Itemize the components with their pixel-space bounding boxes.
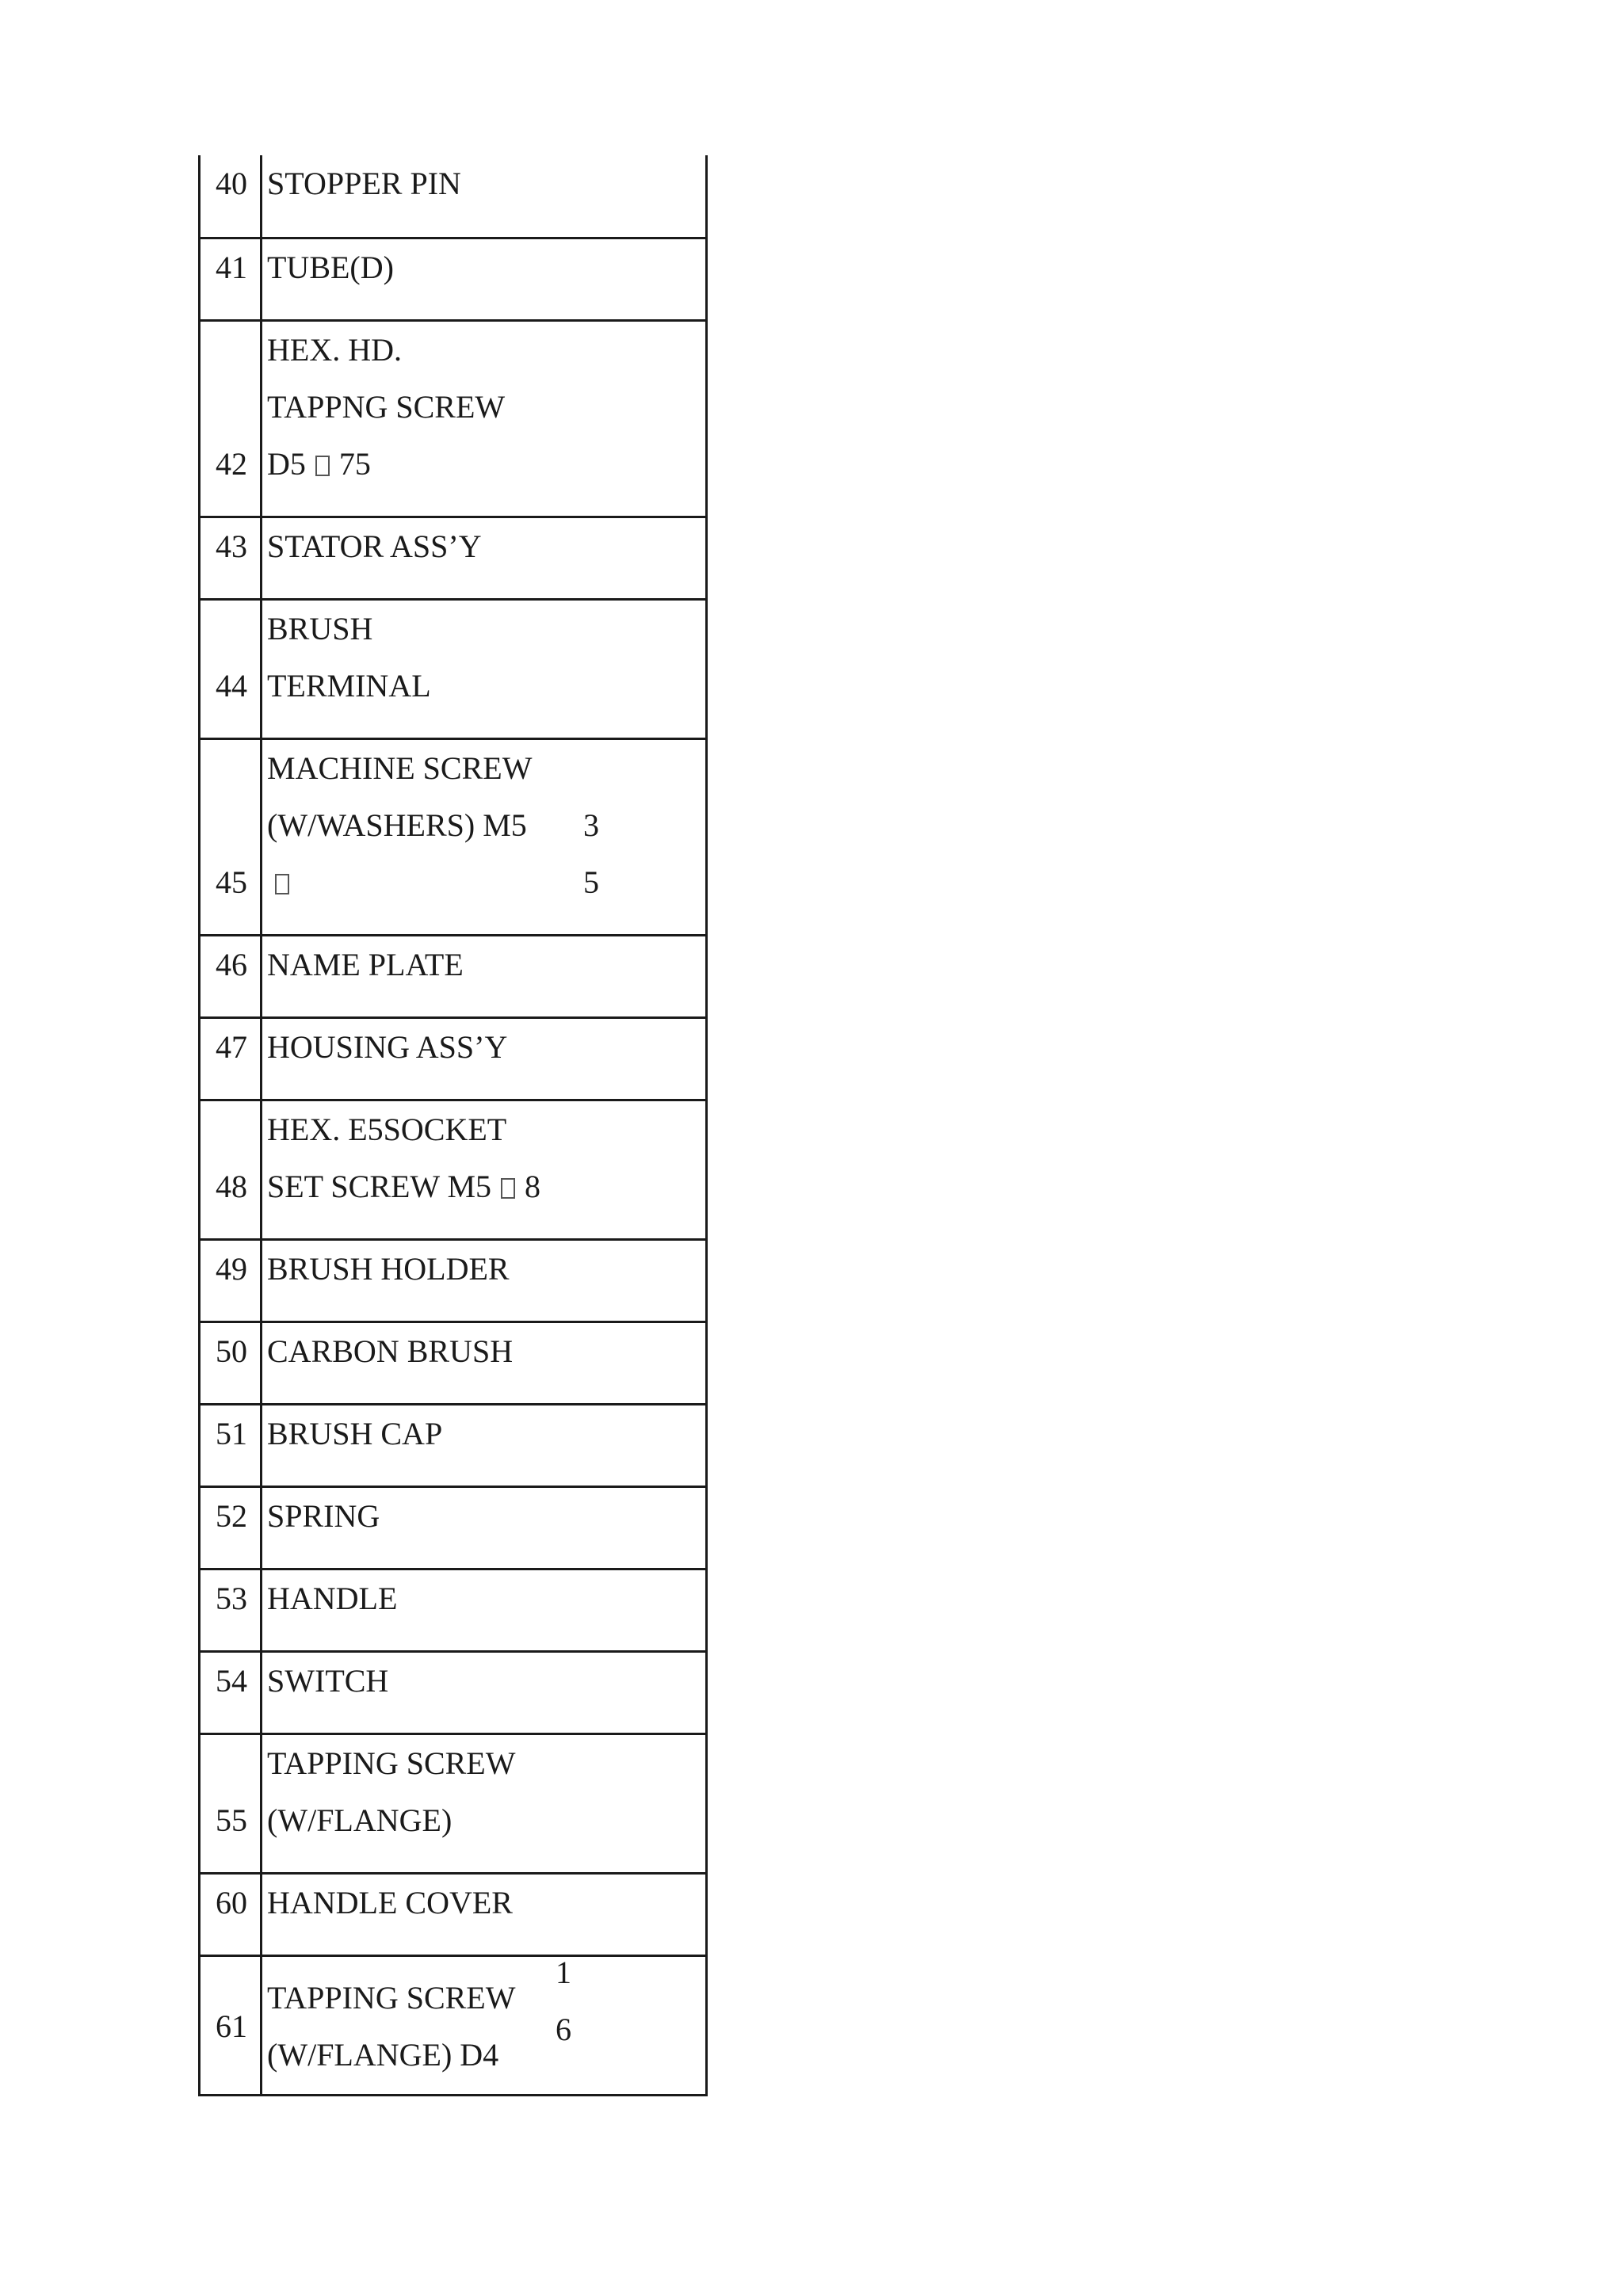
- part-description-cell: [262, 155, 707, 238]
- part-description: NAME PLATE: [267, 946, 464, 982]
- part-description: STATOR ASS’Y: [267, 528, 482, 564]
- quantity-digit: 3: [583, 807, 599, 843]
- part-number: 40: [216, 166, 247, 201]
- table-row: [200, 1100, 707, 1239]
- table-row: [200, 320, 707, 517]
- part-description-cell: [262, 1100, 707, 1239]
- part-number-cell: [200, 738, 262, 935]
- table-row: [200, 238, 707, 320]
- quantity-digits: [556, 1944, 571, 2058]
- parts-list-table: [198, 155, 708, 2096]
- part-number: 60: [216, 1884, 247, 1920]
- part-number-cell: [200, 320, 262, 517]
- part-description-line: [267, 854, 705, 911]
- part-number: 46: [216, 946, 247, 982]
- part-description: CARBON BRUSH: [267, 1333, 514, 1369]
- part-number-cell: [200, 1733, 262, 1873]
- spec-text: D5: [267, 445, 306, 482]
- table-row: [200, 155, 707, 238]
- part-number-cell: [200, 1239, 262, 1322]
- part-number-cell: [200, 1955, 262, 2095]
- part-description-line: TERMINAL: [267, 667, 431, 704]
- part-description-line: TAPPNG SCREW: [267, 388, 506, 425]
- table-row: [200, 1404, 707, 1486]
- part-description-line: TAPPING SCREW: [267, 1979, 516, 2016]
- part-number-cell: [200, 1322, 262, 1404]
- part-number-cell: [200, 1404, 262, 1486]
- part-description: BRUSH HOLDER: [267, 1250, 510, 1287]
- part-description-line: HEX. E5SOCKET: [267, 1111, 507, 1147]
- part-description-line: MACHINE SCREW: [267, 749, 533, 786]
- part-number-cell: [200, 1873, 262, 1955]
- part-description-line: (W/WASHERS) M5: [267, 807, 527, 843]
- part-number: 50: [216, 1333, 247, 1369]
- part-description-cell: [262, 1322, 707, 1404]
- part-description-line: HEX. HD.: [267, 331, 402, 368]
- part-number-cell: [200, 935, 262, 1017]
- part-number: 49: [216, 1250, 247, 1287]
- table-row: [200, 1486, 707, 1569]
- quantity-digit: 6: [556, 2011, 571, 2047]
- part-number-cell: [200, 1651, 262, 1733]
- spec-text: 8: [525, 1168, 541, 1204]
- table-row: [200, 1733, 707, 1873]
- part-description: BRUSH CAP: [267, 1415, 443, 1451]
- part-description-cell: [262, 238, 707, 320]
- table-row: [200, 599, 707, 738]
- part-description-cell: [262, 1733, 707, 1873]
- table-row: [200, 1873, 707, 1955]
- part-description-block: [267, 1957, 705, 2084]
- quantity-digits: [583, 797, 599, 911]
- part-description-cell: [262, 1955, 707, 2095]
- part-description-cell: [262, 1239, 707, 1322]
- part-description-line: [267, 436, 705, 493]
- part-number: 43: [216, 528, 247, 564]
- part-number-cell: [200, 1100, 262, 1239]
- part-number: 44: [216, 667, 247, 704]
- part-description-cell: [262, 320, 707, 517]
- missing-glyph-icon: [275, 874, 289, 894]
- part-description: TUBE(D): [267, 249, 394, 285]
- table-row: [200, 1322, 707, 1404]
- part-number-cell: [200, 599, 262, 738]
- part-description-cell: [262, 1017, 707, 1100]
- part-number-cell: [200, 1486, 262, 1569]
- spec-text: SET SCREW M5: [267, 1168, 492, 1204]
- table-row: [200, 935, 707, 1017]
- part-description-line: BRUSH: [267, 610, 373, 646]
- part-description: HANDLE COVER: [267, 1884, 513, 1920]
- table-row: [200, 1569, 707, 1651]
- part-description-cell: [262, 1873, 707, 1955]
- part-description-cell: [262, 935, 707, 1017]
- table-row: [200, 1017, 707, 1100]
- missing-glyph-icon: [501, 1178, 515, 1199]
- part-description-line: TAPPING SCREW: [267, 1745, 516, 1781]
- part-description-cell: [262, 599, 707, 738]
- table-row: [200, 517, 707, 599]
- part-description-cell: [262, 1486, 707, 1569]
- quantity-digit: 5: [583, 864, 599, 900]
- part-number: 42: [216, 445, 247, 482]
- part-number-cell: [200, 1569, 262, 1651]
- missing-glyph-icon: [315, 456, 330, 476]
- part-number-cell: [200, 517, 262, 599]
- part-description-cell: [262, 1569, 707, 1651]
- part-description-cell: [262, 517, 707, 599]
- part-number: 55: [216, 1802, 247, 1838]
- part-description: HOUSING ASS’Y: [267, 1028, 508, 1065]
- part-description-line: (W/FLANGE): [267, 1802, 453, 1838]
- part-description: STOPPER PIN: [267, 166, 461, 201]
- part-number-cell: [200, 238, 262, 320]
- part-number: 51: [216, 1415, 247, 1451]
- part-description-cell: [262, 1651, 707, 1733]
- table-row: [200, 738, 707, 935]
- part-description: HANDLE: [267, 1580, 398, 1616]
- part-number: 54: [216, 1662, 247, 1699]
- part-description-cell: [262, 738, 707, 935]
- part-number: 41: [216, 249, 247, 285]
- part-description-line: (W/FLANGE) D4: [267, 2036, 499, 2073]
- part-number: 48: [216, 1168, 247, 1204]
- part-number: 45: [216, 864, 247, 900]
- part-description-line: [267, 1158, 705, 1215]
- part-number: 61: [216, 2008, 247, 2044]
- table-row: [200, 1955, 707, 2095]
- part-description-cell: [262, 1404, 707, 1486]
- part-number-cell: [200, 155, 262, 238]
- part-number-cell: [200, 1017, 262, 1100]
- part-number: 52: [216, 1497, 247, 1534]
- spec-text: 75: [338, 445, 371, 482]
- part-number: 47: [216, 1028, 247, 1065]
- part-description: SPRING: [267, 1497, 380, 1534]
- table-row: [200, 1651, 707, 1733]
- part-number: 53: [216, 1580, 247, 1616]
- table-row: [200, 1239, 707, 1322]
- quantity-digit: 1: [556, 1954, 571, 1990]
- part-description: SWITCH: [267, 1662, 389, 1699]
